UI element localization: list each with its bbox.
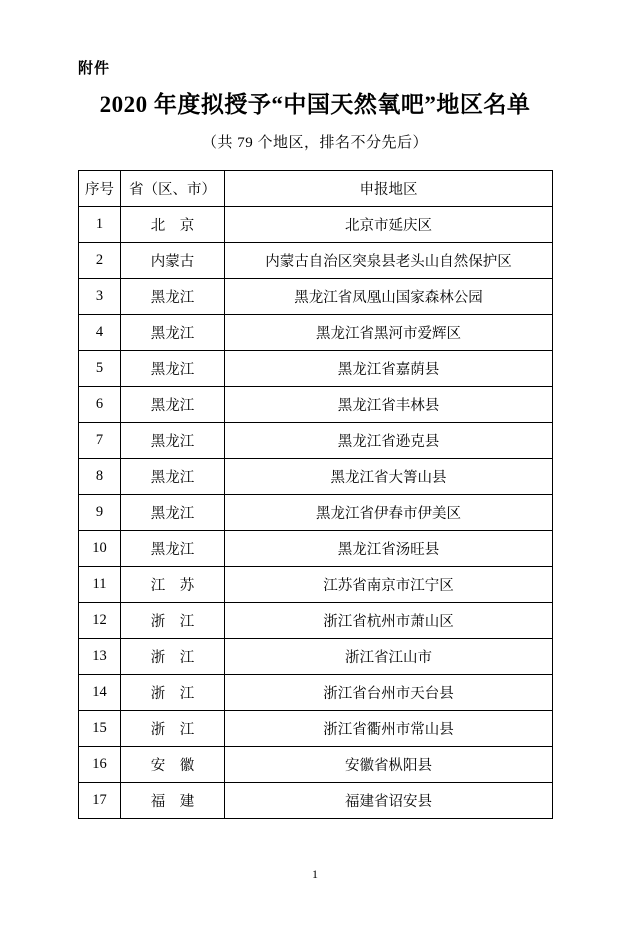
attachment-label: 附件 — [78, 61, 111, 77]
region-list-table — [78, 170, 553, 819]
table-row — [79, 710, 553, 746]
cell-region: 黑龙江省丰林县 — [225, 386, 553, 422]
cell-province: 浙 江 — [121, 602, 225, 638]
table-row — [79, 674, 553, 710]
cell-region: 浙江省杭州市萧山区 — [225, 602, 553, 638]
cell-region: 黑龙江省黑河市爱辉区 — [225, 314, 553, 350]
cell-no: 13 — [79, 638, 121, 674]
table-row — [79, 638, 553, 674]
cell-no: 10 — [79, 530, 121, 566]
cell-province: 黑龙江 — [121, 530, 225, 566]
cell-no: 17 — [79, 782, 121, 818]
cell-region: 黑龙江省大箐山县 — [225, 458, 553, 494]
table-row — [79, 242, 553, 278]
cell-province: 福 建 — [121, 782, 225, 818]
cell-region: 浙江省衢州市常山县 — [225, 710, 553, 746]
table-header-row — [79, 170, 553, 206]
cell-no: 12 — [79, 602, 121, 638]
cell-province: 浙 江 — [121, 710, 225, 746]
cell-no: 16 — [79, 746, 121, 782]
cell-region: 浙江省台州市天台县 — [225, 674, 553, 710]
table-row — [79, 458, 553, 494]
cell-province: 浙 江 — [121, 638, 225, 674]
table-row — [79, 422, 553, 458]
cell-region: 黑龙江省逊克县 — [225, 422, 553, 458]
cell-province: 黑龙江 — [121, 494, 225, 530]
cell-province: 安 徽 — [121, 746, 225, 782]
cell-no: 14 — [79, 674, 121, 710]
cell-region: 福建省诏安县 — [225, 782, 553, 818]
cell-no: 15 — [79, 710, 121, 746]
cell-region: 安徽省枞阳县 — [225, 746, 553, 782]
cell-province: 浙 江 — [121, 674, 225, 710]
table-row — [79, 602, 553, 638]
column-header-no: 序号 — [79, 170, 121, 206]
column-header-province: 省（区、市） — [121, 170, 225, 206]
table-row — [79, 746, 553, 782]
cell-province: 黑龙江 — [121, 458, 225, 494]
table-row — [79, 494, 553, 530]
cell-province: 江 苏 — [121, 566, 225, 602]
table-row — [79, 278, 553, 314]
cell-region: 北京市延庆区 — [225, 206, 553, 242]
cell-no: 1 — [79, 206, 121, 242]
cell-no: 9 — [79, 494, 121, 530]
cell-region: 浙江省江山市 — [225, 638, 553, 674]
cell-province: 北 京 — [121, 206, 225, 242]
cell-no: 4 — [79, 314, 121, 350]
cell-no: 5 — [79, 350, 121, 386]
document-page — [0, 62, 630, 940]
cell-province: 黑龙江 — [121, 386, 225, 422]
table-row — [79, 206, 553, 242]
table-row — [79, 530, 553, 566]
cell-province: 黑龙江 — [121, 314, 225, 350]
cell-region: 黑龙江省汤旺县 — [225, 530, 553, 566]
table-row — [79, 782, 553, 818]
cell-no: 3 — [79, 278, 121, 314]
cell-province: 内蒙古 — [121, 242, 225, 278]
cell-region: 黑龙江省凤凰山国家森林公园 — [225, 278, 553, 314]
cell-province: 黑龙江 — [121, 278, 225, 314]
cell-province: 黑龙江 — [121, 350, 225, 386]
cell-region: 内蒙古自治区突泉县老头山自然保护区 — [225, 242, 553, 278]
page-title: 2020 年度拟授予“中国天然氧吧”地区名单 — [99, 92, 531, 117]
cell-no: 6 — [79, 386, 121, 422]
cell-region: 江苏省南京市江宁区 — [225, 566, 553, 602]
cell-region: 黑龙江省伊春市伊美区 — [225, 494, 553, 530]
cell-no: 11 — [79, 566, 121, 602]
page-subtitle: （共 79 个地区，排名不分先后） — [201, 134, 428, 151]
table-row — [79, 314, 553, 350]
cell-region: 黑龙江省嘉荫县 — [225, 350, 553, 386]
cell-no: 2 — [79, 242, 121, 278]
table-row — [79, 386, 553, 422]
cell-no: 7 — [79, 422, 121, 458]
column-header-region: 申报地区 — [225, 170, 553, 206]
table-row — [79, 350, 553, 386]
table-row — [79, 566, 553, 602]
cell-province: 黑龙江 — [121, 422, 225, 458]
page-number: 1 — [312, 867, 318, 881]
cell-no: 8 — [79, 458, 121, 494]
